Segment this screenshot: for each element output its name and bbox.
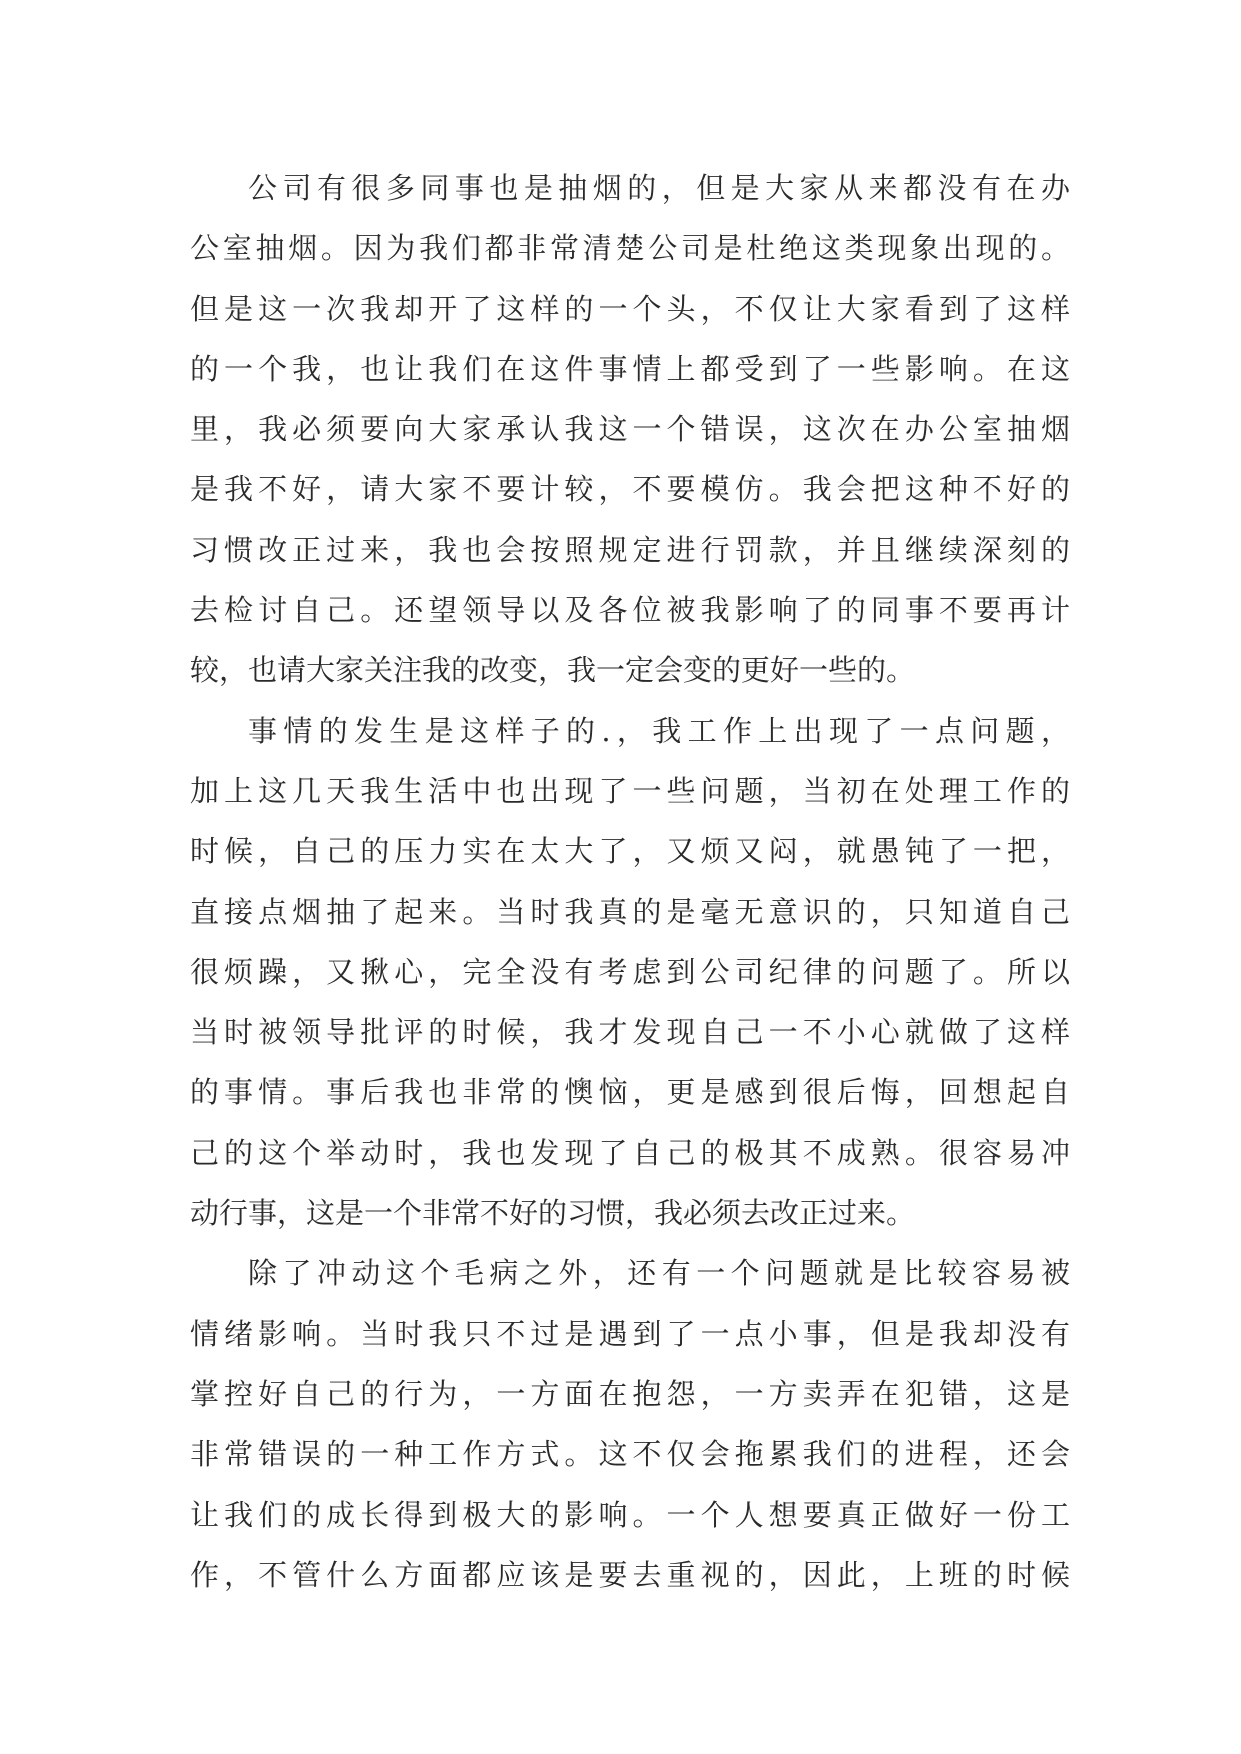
text-line: 动行事，这是一个非常不好的习惯，我必须去改正过来。 — [190, 1196, 916, 1231]
text-line: 公室抽烟。因为我们都非常清楚公司是杜绝这类现象出现的。 — [190, 231, 1070, 266]
text-line: 的事情。事后我也非常的懊恼，更是感到很后悔，回想起自 — [190, 1075, 1070, 1110]
text-line: 己的这个举动时，我也发现了自己的极其不成熟。很容易冲 — [190, 1135, 1070, 1170]
text-line: 非常错误的一种工作方式。这不仅会拖累我们的进程，还会 — [190, 1437, 1070, 1472]
text-line: 是我不好，请大家不要计较，不要模仿。我会把这种不好的 — [190, 472, 1070, 507]
text-line: 时候，自己的压力实在太大了，又烦又闷，就愚钝了一把， — [190, 834, 1070, 869]
document-body — [190, 158, 1070, 1605]
text-line: 直接点烟抽了起来。当时我真的是毫无意识的，只知道自己 — [190, 894, 1070, 929]
text-line: 加上这几天我生活中也出现了一些问题，当初在处理工作的 — [190, 773, 1070, 808]
text-line: 除了冲动这个毛病之外，还有一个问题就是比较容易被 — [248, 1256, 1070, 1291]
text-line: 事情的发生是这样子的.，我工作上出现了一点问题， — [248, 713, 1070, 748]
paragraph-1 — [190, 158, 1070, 701]
text-line: 很烦躁，又揪心，完全没有考虑到公司纪律的问题了。所以 — [190, 954, 1070, 989]
paragraph-3 — [190, 1243, 1070, 1605]
text-line: 情绪影响。当时我只不过是遇到了一点小事，但是我却没有 — [190, 1316, 1070, 1351]
text-line: 里，我必须要向大家承认我这一个错误，这次在办公室抽烟 — [190, 412, 1070, 447]
text-line: 当时被领导批评的时候，我才发现自己一不小心就做了这样 — [190, 1015, 1070, 1050]
text-line: 的一个我，也让我们在这件事情上都受到了一些影响。在这 — [190, 351, 1070, 386]
text-line: 习惯改正过来，我也会按照规定进行罚款，并且继续深刻的 — [190, 532, 1070, 567]
paragraph-2 — [190, 701, 1070, 1244]
text-line: 掌控好自己的行为，一方面在抱怨，一方卖弄在犯错，这是 — [190, 1376, 1070, 1411]
text-line: 但是这一次我却开了这样的一个头，不仅让大家看到了这样 — [190, 291, 1070, 326]
text-line: 去检讨自己。还望领导以及各位被我影响了的同事不要再计 — [190, 593, 1070, 628]
text-line: 让我们的成长得到极大的影响。一个人想要真正做好一份工 — [190, 1497, 1070, 1532]
text-line: 较，也请大家关注我的改变，我一定会变的更好一些的。 — [190, 653, 916, 688]
text-line: 公司有很多同事也是抽烟的，但是大家从来都没有在办 — [248, 171, 1070, 205]
text-line: 作，不管什么方面都应该是要去重视的，因此，上班的时候 — [190, 1557, 1070, 1592]
